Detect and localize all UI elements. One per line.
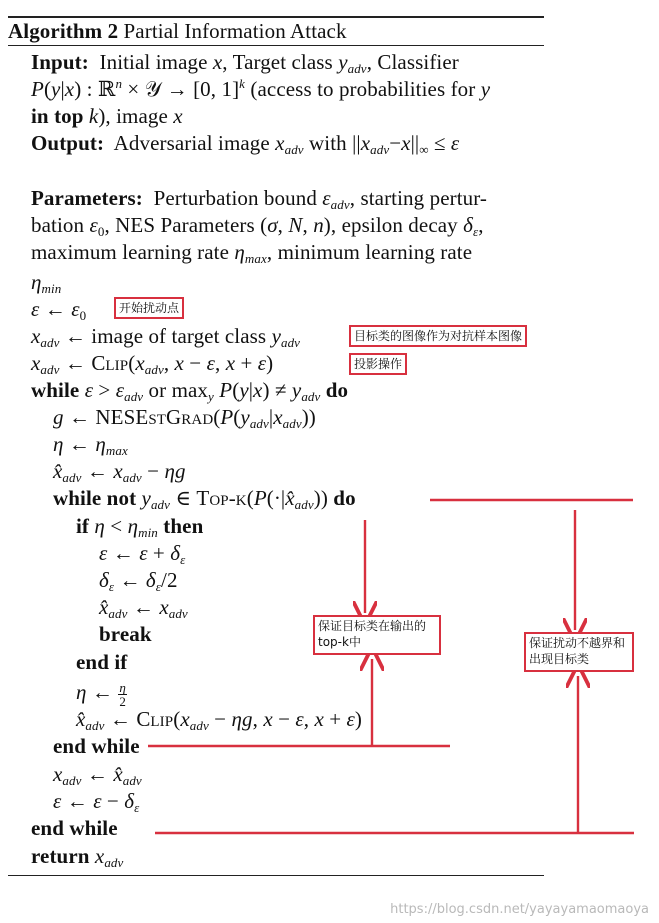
eta-half-fraction: $\frac{\eta}{2}$ <box>119 679 126 709</box>
output-line: Output: Adversarial image $x_{adv}$ with $||x_{adv}-x||_\infty \le \varepsilon$ <box>31 131 460 157</box>
break-keyword: break <box>99 622 152 646</box>
params-line-2: bation $\varepsilon_0$, NES Parameters (σ, N, n), epsilon decay $\delta_\varepsilon$, <box>31 213 484 239</box>
params-line-1: Parameters: Perturbation bound $\varepsilon_{adv}$, starting pertur- <box>31 186 488 212</box>
note-target-image: 目标类的图像作为对抗样本图像 <box>349 325 527 347</box>
output-keyword: Output: <box>31 131 105 155</box>
code-line-5: g ← $NESEstGrad(P(y_{adv}|x_{adv}))$ <box>53 405 316 431</box>
in-top-keyword: in top <box>31 104 84 128</box>
code-line-19: ε ← $\varepsilon - \delta_\varepsilon$ <box>53 789 140 815</box>
params-line-4: $\eta_{min}$ <box>31 270 62 296</box>
code-line-8: while not $y_{adv}$ ∈ Top-$k(P(\cdot|x̂_{adv}))$ do <box>53 486 356 512</box>
params-line-3: maximum learning rate $\eta_{max}$, minimum learning rate <box>31 240 473 266</box>
input-line-1: Input: Initial image x, Target class $y_{adv}$, Classifier <box>31 50 459 76</box>
code-line-15: η ← $\frac{\eta}{2}$ <box>76 679 126 709</box>
code-line-9: if $\eta < \eta_{min}$ then <box>76 514 204 540</box>
code-line-21: return $x_{adv}$ <box>31 844 124 870</box>
algorithm-label: Algorithm 2 <box>8 19 119 43</box>
code-line-16: $x̂_{adv}$ ← $Clip(x_{adv} - \eta g$, x − ε, x + ε) <box>76 707 363 733</box>
code-line-1: ε ← $\varepsilon_0$ <box>31 297 87 323</box>
inner-end-while-keyword: end while <box>53 734 140 758</box>
code-line-4: while $\varepsilon > \varepsilon_{adv}$ or $\max_y P(y|x) \ne y_{adv}$ do <box>31 378 349 404</box>
params-keyword: Parameters: <box>31 186 143 210</box>
input-keyword: Input: <box>31 50 89 74</box>
code-line-10: ε ← $\varepsilon + \delta_\varepsilon$ <box>99 541 186 567</box>
code-line-6: η ← $\eta_{max}$ <box>53 432 128 458</box>
code-line-2: $x_{adv}$ ← image of target class $y_{adv}$ <box>31 324 301 350</box>
code-line-18: $x_{adv}$ ← $x̂_{adv}$ <box>53 762 142 788</box>
code-line-7: $x̂_{adv}$ ← $x_{adv} - \eta g$ <box>53 459 186 485</box>
watermark: https://blog.csdn.net/yayayamaomaoya <box>390 902 649 917</box>
note-topk-guarantee: 保证目标类在输出的top-k中 <box>313 615 441 655</box>
code-line-11: $\delta_\varepsilon$ ← $\delta_\varepsilon/2$ <box>99 568 178 594</box>
algorithm-name: Partial Information Attack <box>123 19 347 43</box>
note-projection: 投影操作 <box>349 353 407 375</box>
input-line-3: in top k), image x <box>31 104 183 128</box>
note-start-perturbation: 开始扰动点 <box>114 297 184 319</box>
outer-end-while-keyword: end while <box>31 816 118 840</box>
code-line-12: $x̂_{adv}$ ← $x_{adv}$ <box>99 595 188 621</box>
end-if-keyword: end if <box>76 650 128 674</box>
input-line-2: P(y|x) : ℝ$^n$ × 𝒴 → [0, 1]$^k$ (access to probabilities for y <box>31 76 491 101</box>
note-bound-guarantee: 保证扰动不越界和出现目标类 <box>524 632 634 672</box>
code-line-3: $x_{adv}$ ← $Clip(x_{adv}$, x − ε, x + ε) <box>31 351 274 377</box>
